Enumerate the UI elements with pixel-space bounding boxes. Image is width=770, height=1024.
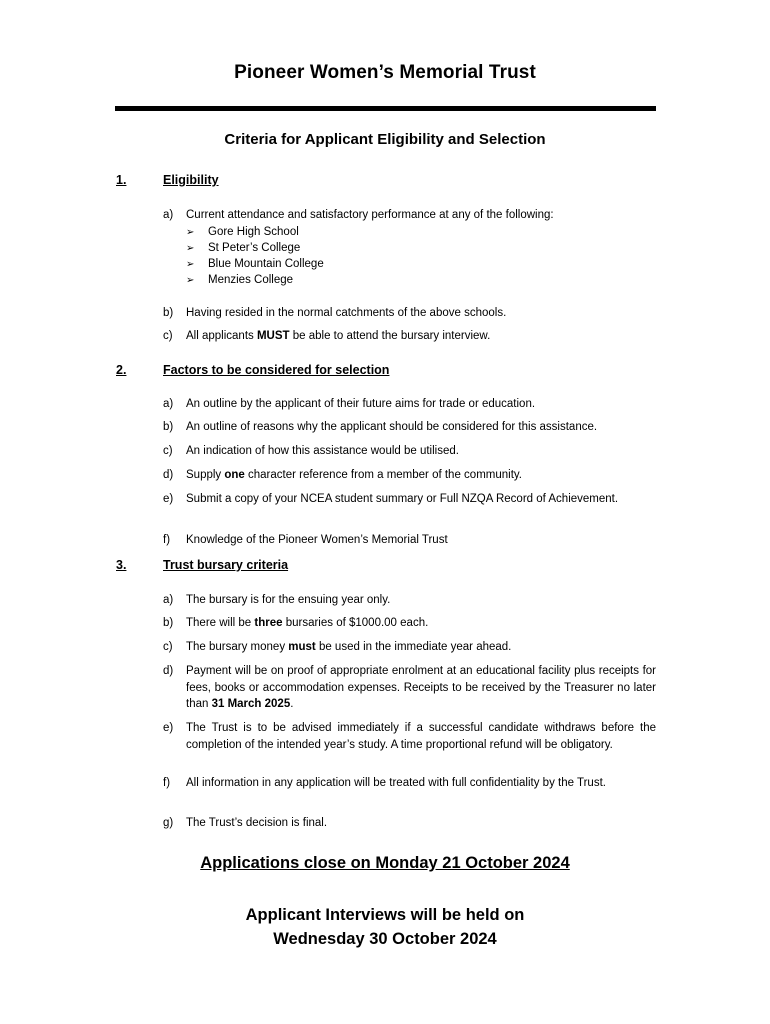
emphasis: must xyxy=(288,641,316,653)
item-label: b) xyxy=(163,307,174,319)
arrow-bullet-icon: ➢ xyxy=(186,227,195,238)
item-text: Current attendance and satisfactory performance at any of the following: xyxy=(186,209,554,221)
section-2-number: 2. xyxy=(116,363,127,377)
item-label: c) xyxy=(163,445,173,457)
emphasis: three xyxy=(254,617,283,629)
list-item xyxy=(163,639,656,656)
interview-line-2: Wednesday 30 October 2024 xyxy=(273,930,497,948)
item-text: An outline of reasons why the applicant should be considered for this assistance. xyxy=(186,421,598,433)
item-label: f) xyxy=(163,777,171,789)
title-rule xyxy=(115,106,656,111)
item-label: g) xyxy=(163,817,174,829)
list-item xyxy=(163,491,656,508)
item-text: The Trust’s decision is final. xyxy=(186,817,328,829)
item-label: d) xyxy=(163,469,174,481)
item-label: b) xyxy=(163,617,174,629)
item-label: a) xyxy=(163,209,174,221)
item-text: Supply one character reference from a member of the community. xyxy=(186,469,522,481)
school-bullet xyxy=(186,272,293,289)
interview-notice xyxy=(0,903,770,951)
item-text: Knowledge of the Pioneer Women’s Memorial Trust xyxy=(186,534,448,546)
item-label: b) xyxy=(163,421,174,433)
school-bullet xyxy=(186,240,300,257)
list-item xyxy=(163,305,656,322)
item-text: Payment will be on proof of appropriate enrolment at an educational facility plus receipts for fees, books or accommodation expenses. Receipts to be received by the Treasurer no later than 31 March 2025. xyxy=(186,665,656,710)
list-item xyxy=(163,443,656,460)
school-bullet xyxy=(186,256,324,273)
applications-close-notice: Applications close on Monday 21 October 2024 xyxy=(200,854,570,872)
list-item xyxy=(163,396,656,413)
section-3-title: Trust bursary criteria xyxy=(163,558,289,572)
emphasis: 31 March 2025 xyxy=(211,698,291,710)
school-name: Menzies College xyxy=(208,274,294,286)
section-1-title: Eligibility xyxy=(163,173,219,187)
item-text: Having resided in the normal catchments of the above schools. xyxy=(186,307,507,319)
arrow-bullet-icon: ➢ xyxy=(186,243,195,254)
list-item xyxy=(163,419,656,436)
item-text: Submit a copy of your NCEA student summary or Full NZQA Record of Achievement. xyxy=(186,493,619,505)
item-text: The Trust is to be advised immediately if a successful candidate withdraws before the completion of the intended year’s study. A time proportional refund will be obligatory. xyxy=(186,722,656,751)
list-item xyxy=(163,720,656,753)
section-2-title: Factors to be considered for selection xyxy=(163,363,390,377)
school-bullet xyxy=(186,224,299,241)
section-1-number: 1. xyxy=(116,173,127,187)
item-text: All applicants MUST be able to attend the bursary interview. xyxy=(186,330,491,342)
document-title: Pioneer Women’s Memorial Trust xyxy=(234,62,536,83)
list-item xyxy=(163,207,656,224)
item-label: d) xyxy=(163,665,174,677)
item-text: An indication of how this assistance would be utilised. xyxy=(186,445,459,457)
item-label: f) xyxy=(163,534,171,546)
list-item xyxy=(163,775,656,792)
arrow-bullet-icon: ➢ xyxy=(186,275,195,286)
school-name: Blue Mountain College xyxy=(208,258,324,270)
school-name: Gore High School xyxy=(208,226,299,238)
emphasis: MUST xyxy=(256,330,290,342)
list-item xyxy=(163,663,656,713)
item-text: An outline by the applicant of their future aims for trade or education. xyxy=(186,398,536,410)
list-item xyxy=(163,328,656,345)
document-subtitle: Criteria for Applicant Eligibility and Selection xyxy=(224,131,546,148)
item-label: a) xyxy=(163,398,174,410)
item-text: The bursary is for the ensuing year only. xyxy=(186,594,391,606)
item-label: c) xyxy=(163,330,173,342)
list-item xyxy=(163,815,656,832)
list-item xyxy=(163,592,656,609)
list-item xyxy=(163,467,656,484)
interview-line-1: Applicant Interviews will be held on xyxy=(245,906,525,924)
item-text: The bursary money must be used in the immediate year ahead. xyxy=(186,641,512,653)
list-item xyxy=(163,615,656,632)
section-3-number: 3. xyxy=(116,558,127,572)
school-name: St Peter’s College xyxy=(208,242,301,254)
emphasis: one xyxy=(224,469,245,481)
arrow-bullet-icon: ➢ xyxy=(186,259,195,270)
item-label: a) xyxy=(163,594,174,606)
item-label: e) xyxy=(163,722,174,734)
item-text: All information in any application will be treated with full confidentiality by the Trust. xyxy=(186,777,606,789)
item-label: e) xyxy=(163,493,174,505)
list-item xyxy=(163,532,656,549)
item-label: c) xyxy=(163,641,173,653)
item-text: There will be three bursaries of $1000.00 each. xyxy=(186,617,429,629)
